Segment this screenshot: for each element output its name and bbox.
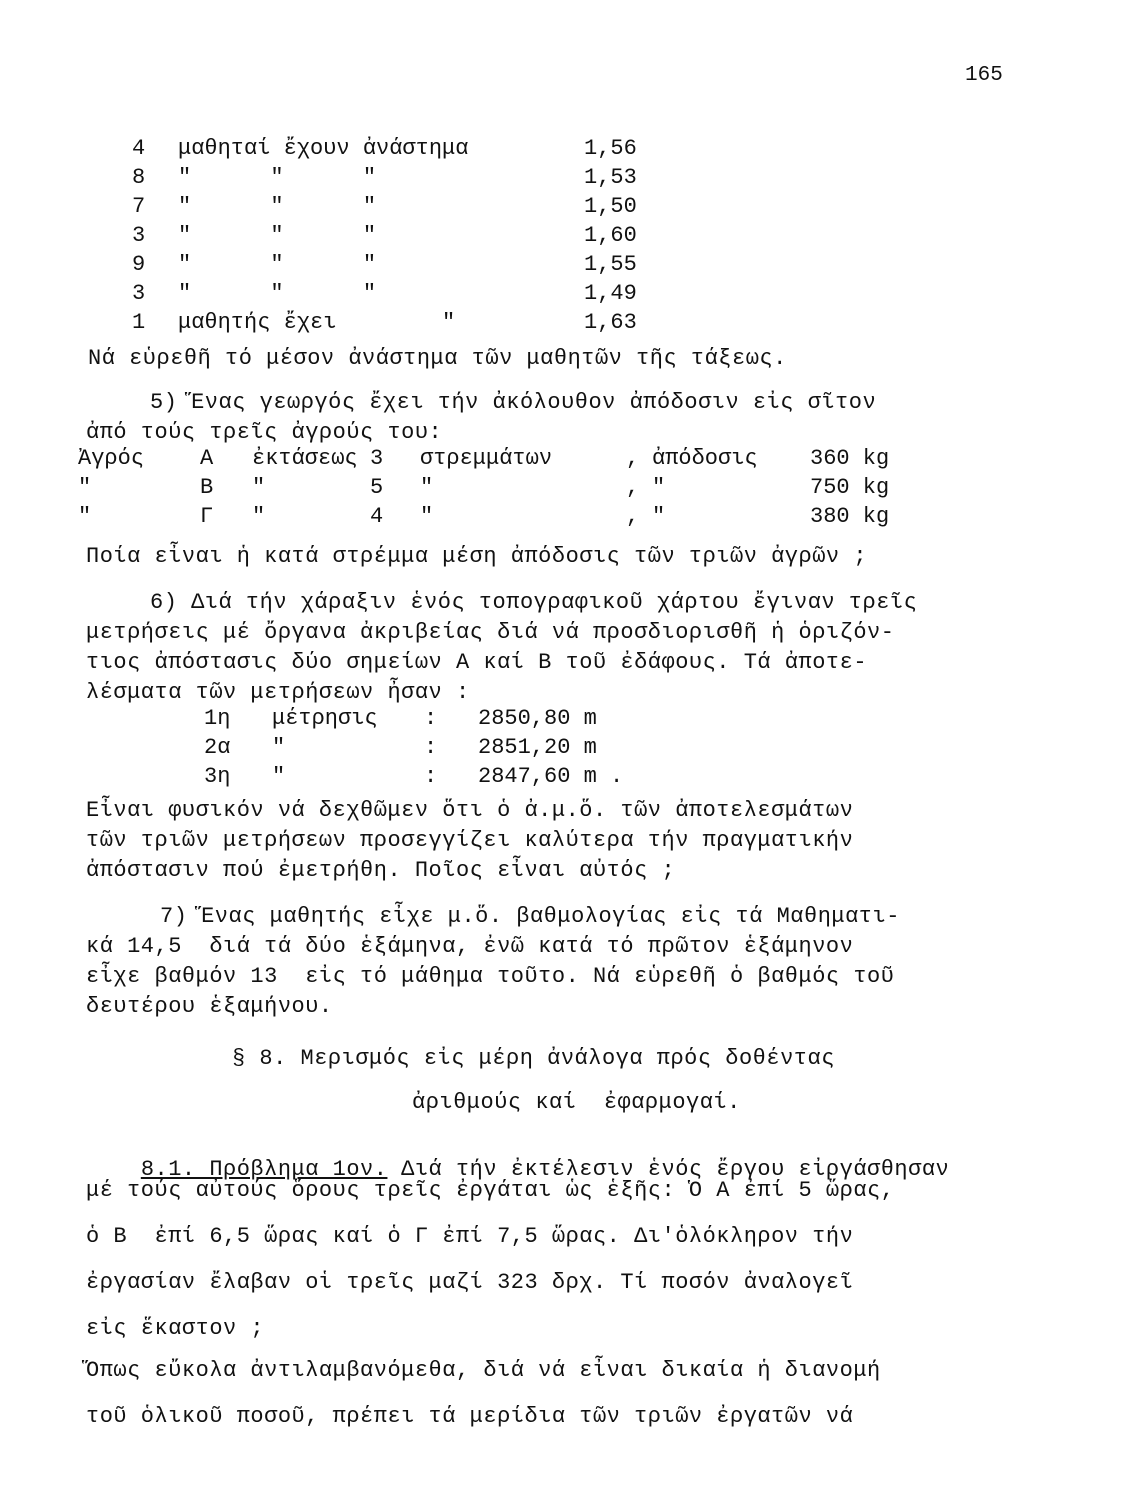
colon-cell: :: [424, 706, 438, 731]
yield-label-cell: ": [652, 504, 666, 529]
solution-line-1: Ὅπως εὔκολα ἀντιλαμβανόμεθα, διά νά εἶναι δικαία ἡ διανομή: [86, 1358, 881, 1383]
unit-cell: ": [420, 475, 434, 500]
height-cell: 1,50: [584, 194, 637, 219]
distance-cell: 2851,20 m: [478, 735, 597, 760]
exercise-7-line-3: εἶχε βαθμόν 13 εἰς τό μάθημα τοῦτο. Νά εὑρεθῆ ὁ βαθμός τοῦ: [86, 964, 895, 989]
count-cell: 8: [132, 165, 146, 190]
exercise-7-line-1: 7) Ἕνας μαθητής εἶχε μ.ὅ. βαθμολογίας εἰς τά Μαθηματι-: [160, 904, 900, 929]
unit-cell: ": [420, 504, 434, 529]
colon-cell: :: [424, 764, 438, 789]
problem-line-4: ἐργασίαν ἔλαβαν οἱ τρεῖς μαζί 323 δρχ. Τί ποσόν ἀναλογεῖ: [86, 1270, 854, 1295]
section-heading-line-2: ἀριθμούς καί ἐφαρμογαί.: [412, 1090, 741, 1115]
measurement-label-cell: μέτρησις: [272, 706, 378, 731]
count-cell: 4: [132, 136, 146, 161]
ordinal-cell: 2α: [204, 735, 231, 760]
description-cell: " " ": [178, 223, 377, 248]
area-value-cell: 5: [370, 475, 384, 500]
description-cell: " " ": [178, 165, 377, 190]
exercise-6-line-3: τιος ἀπόστασις δύο σημείων Α καί Β τοῦ ἐδάφους. Τά ἀποτε-: [86, 650, 868, 675]
height-cell: 1,63: [584, 310, 637, 335]
yield-value-cell: 750 kg: [810, 475, 890, 500]
field-label-cell: ": [78, 475, 92, 500]
comma-cell: ,: [626, 504, 640, 529]
count-cell: 9: [132, 252, 146, 277]
exercise-6-line-1: 6) Διά τήν χάραξιν ἑνός τοπογραφικοῦ χάρτου ἔγιναν τρεῖς: [150, 590, 918, 615]
description-cell: μαθηταί ἔχουν ἀνάστημα: [178, 136, 469, 161]
area-value-cell: 3: [370, 446, 384, 471]
count-cell: 1: [132, 310, 146, 335]
count-cell: 3: [132, 281, 146, 306]
count-cell: 3: [132, 223, 146, 248]
yield-label-cell: ἀπόδοσις: [652, 446, 758, 471]
problem-line-5: εἰς ἕκαστον ;: [86, 1316, 265, 1341]
yield-value-cell: 380 kg: [810, 504, 890, 529]
exercise-6-line-4: λέσματα τῶν μετρήσεων ἦσαν :: [86, 680, 470, 705]
distance-cell: 2850,80 m: [478, 706, 597, 731]
yield-label-cell: ": [652, 475, 666, 500]
solution-line-2: τοῦ ὁλικοῦ ποσοῦ, πρέπει τά μερίδια τῶν τριῶν ἐργατῶν νά: [86, 1404, 854, 1429]
question-6-line-3: ἀπόστασιν πού ἐμετρήθη. Ποῖος εἶναι αὐτός ;: [86, 858, 676, 883]
area-label-cell: ἐκτάσεως: [252, 446, 358, 471]
measurement-label-cell: ": [272, 735, 286, 760]
question-6-line-2: τῶν τριῶν μετρήσεων προσεγγίζει καλύτερα τήν πραγματικήν: [86, 828, 854, 853]
question-field-yield: Ποία εἶναι ἡ κατά στρέμμα μέση ἀπόδοσις τῶν τριῶν ἀγρῶν ;: [86, 544, 868, 569]
field-letter-cell: Β: [200, 475, 214, 500]
field-label-cell: ": [78, 504, 92, 529]
field-letter-cell: Γ: [200, 504, 214, 529]
colon-cell: :: [424, 735, 438, 760]
question-6-line-1: Εἶναι φυσικόν νά δεχθῶμεν ὅτι ὁ ἀ.μ.ὅ. τῶν ἀποτελεσμάτων: [86, 798, 854, 823]
exercise-5-line-1: 5) Ἕνας γεωργός ἔχει τήν ἀκόλουθον ἀπόδοσιν εἰς σῖτον: [150, 390, 877, 415]
exercise-7-line-4: δευτέρου ἑξαμήνου.: [86, 994, 333, 1019]
problem-line-2: μέ τούς αὐτούς ὅρους τρεῖς ἐργάται ὡς ἑξῆς: Ὁ Α ἐπί 5 ὥρας,: [86, 1178, 895, 1203]
height-cell: 1,56: [584, 136, 637, 161]
description-cell: " " ": [178, 252, 377, 277]
question-mean-height: Νά εὑρεθῆ τό μέσον ἀνάστημα τῶν μαθητῶν τῆς τάξεως.: [88, 346, 787, 371]
problem-line-1-text: Διά τήν ἐκτέλεσιν ἑνός ἔργου εἰργάσθησαν: [387, 1157, 950, 1182]
count-cell: 7: [132, 194, 146, 219]
field-label-cell: Ἀγρός: [78, 446, 145, 471]
distance-cell: 2847,60 m .: [478, 764, 624, 789]
area-label-cell: ": [252, 504, 266, 529]
section-heading-line-1: § 8. Μερισμός εἰς μέρη ἀνάλογα πρός δοθέντας: [232, 1046, 835, 1071]
description-cell: " " ": [178, 194, 377, 219]
page-number: 165: [965, 64, 1003, 87]
area-value-cell: 4: [370, 504, 384, 529]
area-label-cell: ": [252, 475, 266, 500]
yield-value-cell: 360 kg: [810, 446, 890, 471]
height-cell: 1,53: [584, 165, 637, 190]
unit-cell: στρεμμάτων: [420, 446, 553, 471]
comma-cell: ,: [626, 446, 640, 471]
height-cell: 1,55: [584, 252, 637, 277]
height-cell: 1,49: [584, 281, 637, 306]
height-cell: 1,60: [584, 223, 637, 248]
measurement-label-cell: ": [272, 764, 286, 789]
exercise-6-line-2: μετρήσεις μέ ὄργανα ἀκριβείας διά νά προσδιορισθῆ ἡ ὁριζόν-: [86, 620, 895, 645]
exercise-5-line-2: ἀπό τούς τρεῖς ἀγρούς του:: [86, 420, 443, 445]
ordinal-cell: 3η: [204, 764, 231, 789]
exercise-7-line-2: κά 14,5 διά τά δύο ἑξάμηνα, ἐνῶ κατά τό πρῶτον ἑξάμηνον: [86, 934, 854, 959]
description-cell: μαθητής ἔχει ": [178, 310, 456, 335]
description-cell: " " ": [178, 281, 377, 306]
problem-label: 8.1. Πρόβλημα 1ον.: [140, 1157, 388, 1182]
ordinal-cell: 1η: [204, 706, 231, 731]
field-letter-cell: Α: [200, 446, 214, 471]
comma-cell: ,: [626, 475, 640, 500]
problem-line-3: ὁ Β ἐπί 6,5 ὥρας καί ὁ Γ ἐπί 7,5 ὥρας. Δι'ὁλόκληρον τήν: [86, 1224, 854, 1249]
